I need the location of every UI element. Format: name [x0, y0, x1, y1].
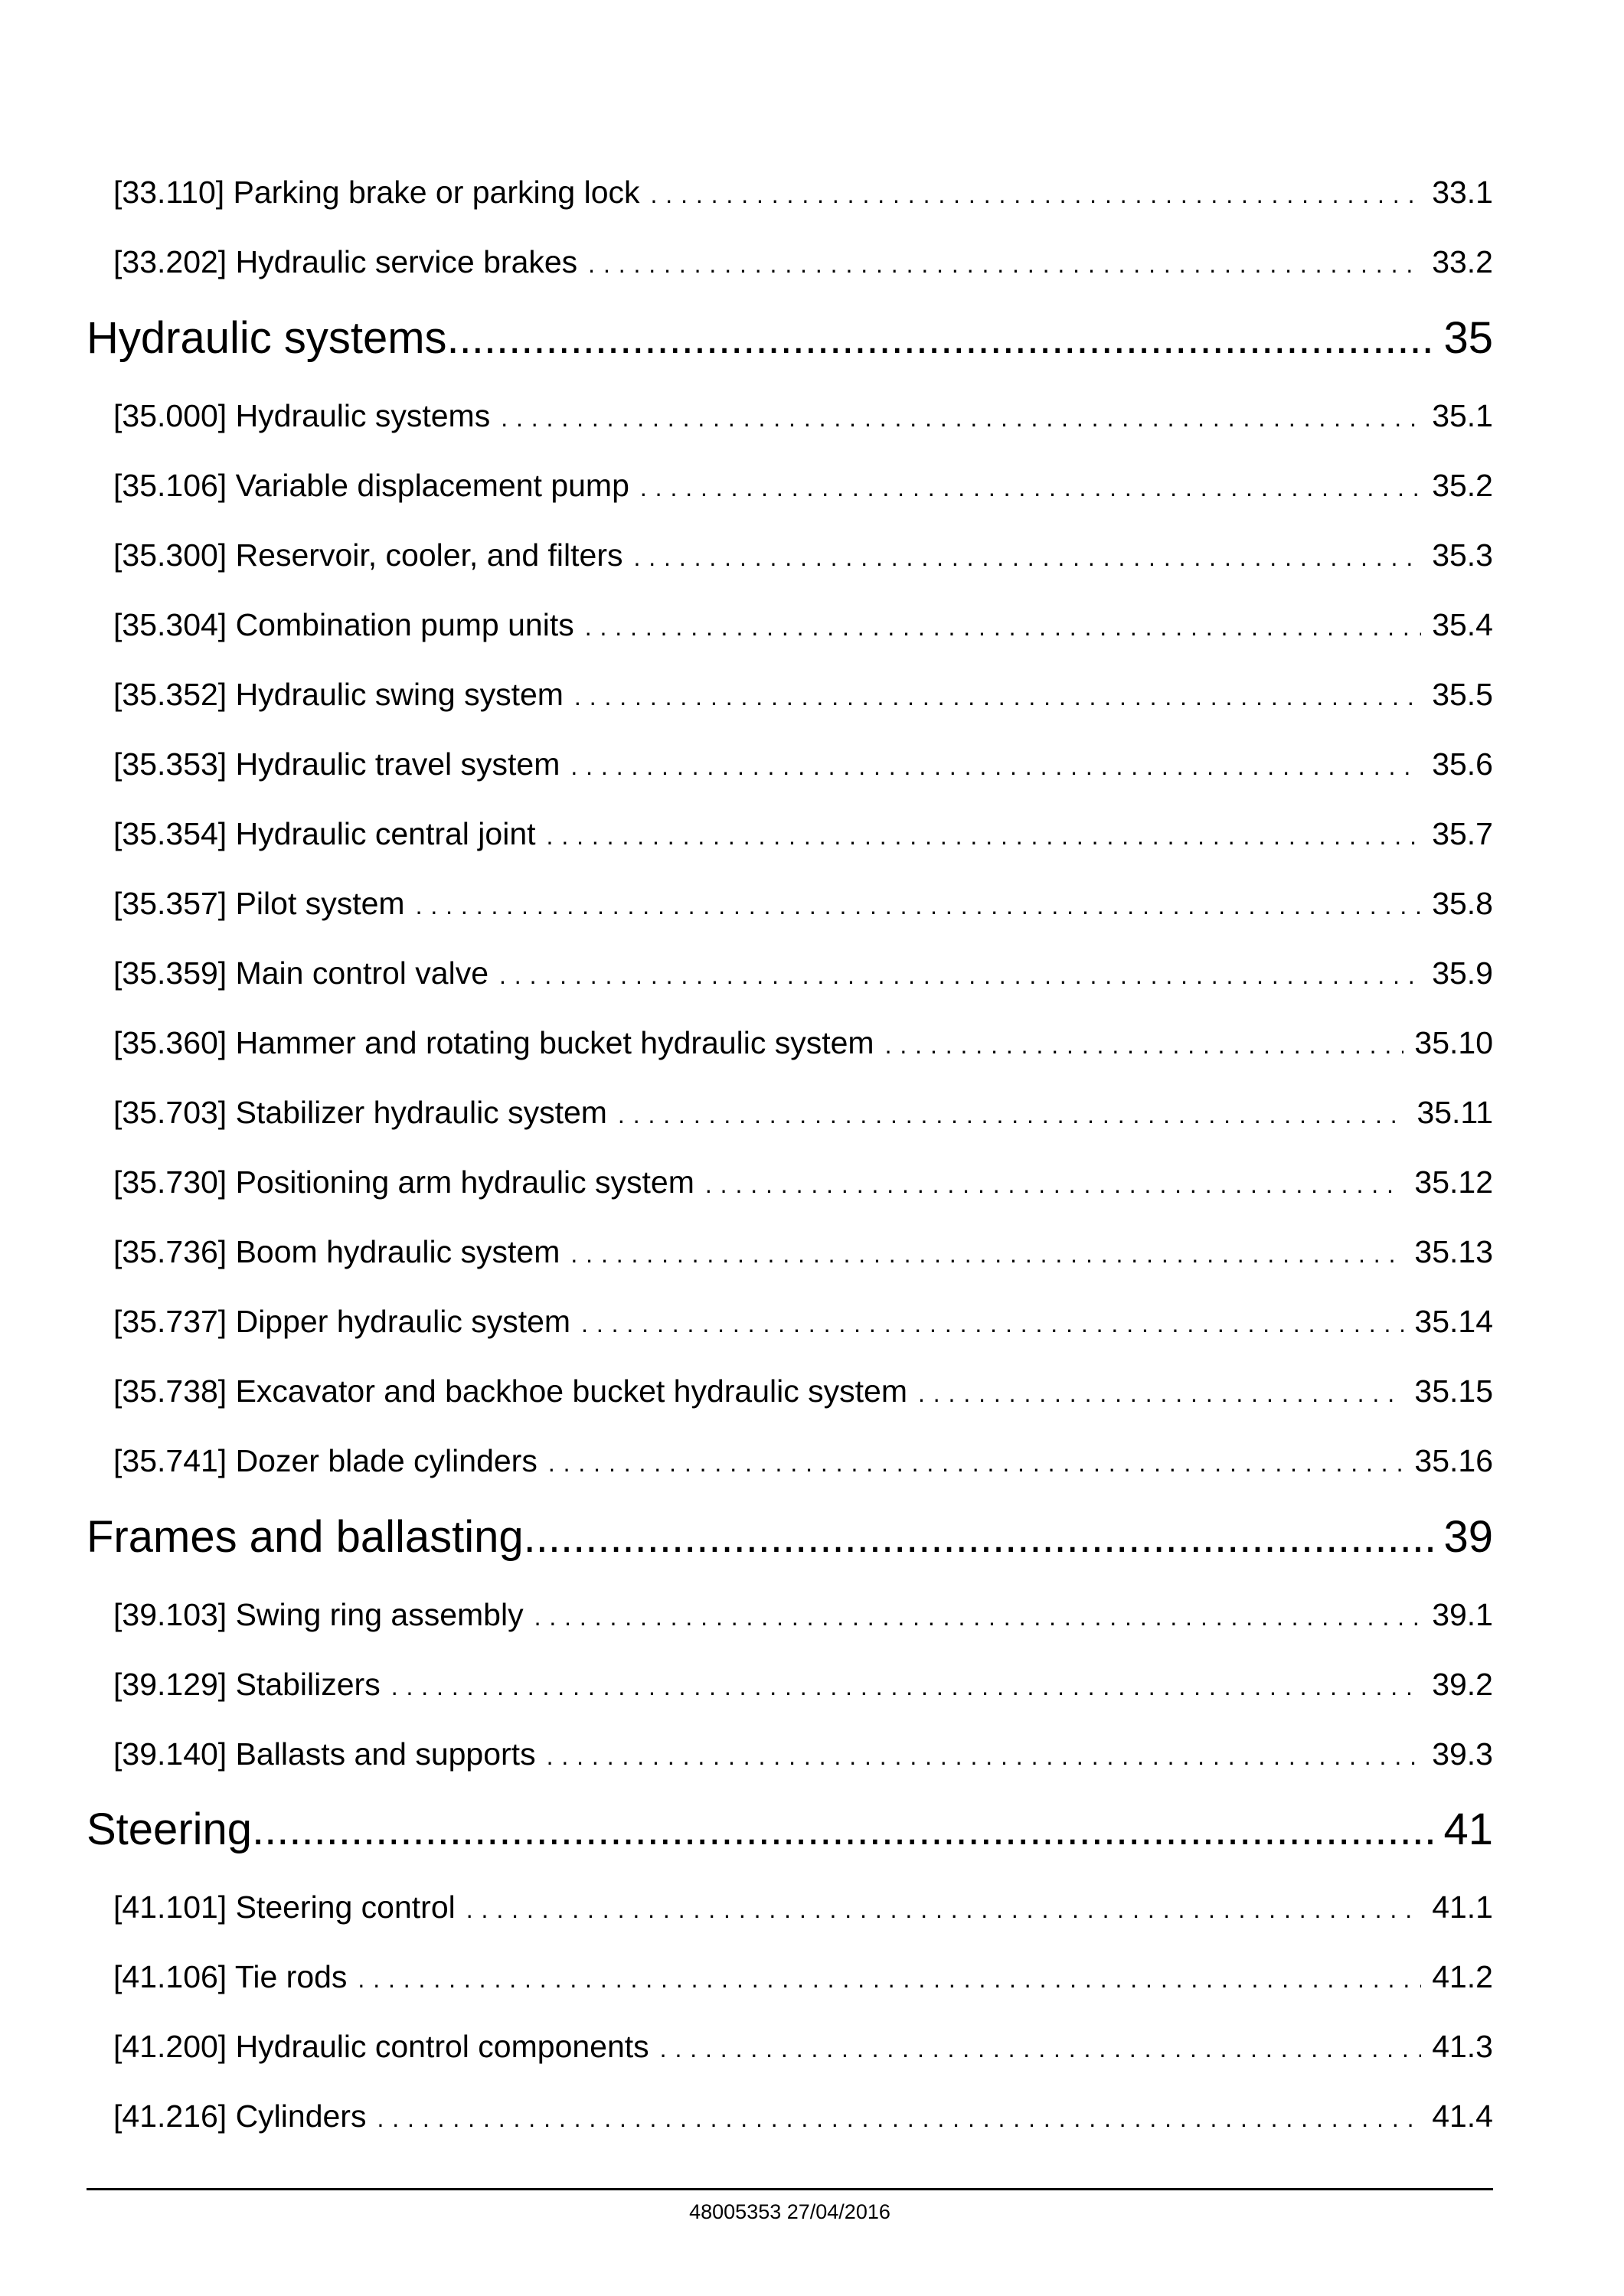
- dot-leader: [466, 1889, 1421, 1925]
- toc-entry[interactable]: [113, 1667, 1493, 1713]
- toc-section-heading[interactable]: [87, 1804, 1493, 1865]
- toc-entry-page: 35.10: [1414, 1025, 1493, 1060]
- toc-entry-page: 35.6: [1432, 746, 1493, 782]
- toc-entry[interactable]: [113, 537, 1493, 583]
- dot-leader: [570, 746, 1421, 782]
- dot-leader: [447, 312, 1436, 364]
- dot-leader: [547, 816, 1422, 852]
- toc-entry-page: 35.3: [1432, 537, 1493, 573]
- toc-entry-page: 35.2: [1432, 468, 1493, 503]
- dot-leader: [581, 1304, 1403, 1340]
- toc-section-page: 35: [1443, 313, 1493, 363]
- dot-leader: [358, 1959, 1421, 1995]
- toc-entry[interactable]: [113, 2029, 1493, 2075]
- footer-divider: [87, 2188, 1493, 2190]
- toc-entry-page: 35.13: [1414, 1234, 1493, 1269]
- toc-entry-page: 35.12: [1414, 1164, 1493, 1200]
- toc-entry-label: [41.106] Tie rods: [113, 1959, 348, 1994]
- toc-entry-label: [35.106] Variable displacement pump: [113, 468, 629, 503]
- toc-entry[interactable]: [113, 1025, 1493, 1071]
- dot-leader: [640, 468, 1421, 504]
- toc-entry[interactable]: [113, 2098, 1493, 2144]
- toc-entry[interactable]: [113, 886, 1493, 932]
- toc-section-heading[interactable]: [87, 1511, 1493, 1573]
- toc-entry-page: 41.2: [1432, 1959, 1493, 1994]
- toc-entry-page: 35.16: [1414, 1443, 1493, 1478]
- toc-entry[interactable]: [113, 1304, 1493, 1350]
- toc-entry-label: [35.353] Hydraulic travel system: [113, 746, 560, 782]
- toc-entry-label: [35.741] Dozer blade cylinders: [113, 1443, 538, 1478]
- toc-entry-page: 35.4: [1432, 607, 1493, 642]
- toc-section-heading[interactable]: [87, 312, 1493, 374]
- toc-entry[interactable]: [113, 746, 1493, 792]
- dot-leader: [651, 175, 1422, 211]
- toc-entry-label: [35.737] Dipper hydraulic system: [113, 1304, 571, 1339]
- toc-entry[interactable]: [113, 398, 1493, 444]
- toc-entry[interactable]: [113, 1597, 1493, 1643]
- toc-entry-label: [35.730] Positioning arm hydraulic system: [113, 1164, 694, 1200]
- dot-leader: [416, 886, 1422, 922]
- toc-entry[interactable]: [113, 468, 1493, 514]
- dot-leader: [918, 1373, 1403, 1409]
- toc-entry-label: [33.202] Hydraulic service brakes: [113, 244, 578, 279]
- toc-section-label: Hydraulic systems: [87, 313, 447, 363]
- toc-entry-label: [35.354] Hydraulic central joint: [113, 816, 536, 851]
- toc-section-page: 41: [1443, 1804, 1493, 1854]
- toc-entry-label: [35.359] Main control valve: [113, 955, 489, 991]
- dot-leader: [499, 955, 1421, 991]
- toc-entry-label: [33.110] Parking brake or parking lock: [113, 175, 640, 210]
- dot-leader: [524, 1511, 1436, 1563]
- toc-entry[interactable]: [113, 1443, 1493, 1489]
- dot-leader: [377, 2098, 1421, 2134]
- toc-entry[interactable]: [113, 816, 1493, 862]
- dot-leader: [570, 1234, 1403, 1270]
- dot-leader: [574, 677, 1421, 713]
- toc-entry[interactable]: [113, 1164, 1493, 1210]
- toc-entry-page: 39.2: [1432, 1667, 1493, 1702]
- dot-leader: [585, 607, 1421, 643]
- toc-entry-label: [39.129] Stabilizers: [113, 1667, 381, 1702]
- toc-entry[interactable]: [113, 1959, 1493, 2005]
- dot-leader: [547, 1736, 1422, 1772]
- toc-entry-page: 35.8: [1432, 886, 1493, 921]
- toc-entry[interactable]: [113, 955, 1493, 1001]
- toc-section-page: 39: [1443, 1512, 1493, 1562]
- dot-leader: [252, 1804, 1436, 1855]
- toc-entry-page: 33.1: [1432, 175, 1493, 210]
- dot-leader: [705, 1164, 1404, 1200]
- dot-leader: [660, 2029, 1422, 2065]
- toc-entry-label: [35.300] Reservoir, cooler, and filters: [113, 537, 623, 573]
- toc-entry[interactable]: [113, 1373, 1493, 1419]
- toc-entry[interactable]: [113, 1889, 1493, 1935]
- toc-entry-label: [41.216] Cylinders: [113, 2098, 367, 2134]
- toc-entry[interactable]: [113, 244, 1493, 290]
- toc-entry-page: 33.2: [1432, 244, 1493, 279]
- toc-entry-page: 39.3: [1432, 1736, 1493, 1772]
- dot-leader: [534, 1597, 1422, 1633]
- toc-entry-page: 35.7: [1432, 816, 1493, 851]
- toc-entry-page: 41.3: [1432, 2029, 1493, 2064]
- toc-entry-page: 35.11: [1417, 1095, 1493, 1130]
- toc-entry-page: 35.15: [1414, 1373, 1493, 1409]
- toc-entry-label: [35.357] Pilot system: [113, 886, 405, 921]
- toc-entry-label: [41.101] Steering control: [113, 1889, 456, 1925]
- toc-entry-label: [35.304] Combination pump units: [113, 607, 574, 642]
- dot-leader: [633, 537, 1421, 573]
- toc-entry-page: 41.1: [1432, 1889, 1493, 1925]
- toc-entry-label: [35.736] Boom hydraulic system: [113, 1234, 560, 1269]
- toc-entry-label: [35.000] Hydraulic systems: [113, 398, 491, 433]
- toc-entry[interactable]: [113, 1736, 1493, 1782]
- dot-leader: [501, 398, 1421, 434]
- toc-entry-label: [35.738] Excavator and backhoe bucket hydraulic system: [113, 1373, 907, 1409]
- toc-entry-label: [39.140] Ballasts and supports: [113, 1736, 536, 1772]
- toc-entry-page: 35.14: [1414, 1304, 1493, 1339]
- dot-leader: [885, 1025, 1404, 1061]
- dot-leader: [588, 244, 1421, 280]
- dot-leader: [391, 1667, 1421, 1703]
- toc-entry-label: [35.352] Hydraulic swing system: [113, 677, 564, 712]
- toc-entry-label: [35.703] Stabilizer hydraulic system: [113, 1095, 607, 1130]
- toc-entry-page: 41.4: [1432, 2098, 1493, 2134]
- toc-entry-page: 35.1: [1432, 398, 1493, 433]
- footer-document-id: 48005353 27/04/2016: [689, 2200, 890, 2223]
- toc-section-label: Frames and ballasting: [87, 1512, 524, 1562]
- toc-entry[interactable]: [113, 1234, 1493, 1280]
- toc-entry-page: 35.5: [1432, 677, 1493, 712]
- toc-entry-label: [35.360] Hammer and rotating bucket hydraulic system: [113, 1025, 874, 1060]
- toc-entry[interactable]: [113, 607, 1493, 653]
- toc-entry-label: [41.200] Hydraulic control components: [113, 2029, 649, 2064]
- toc-entry-page: 39.1: [1432, 1597, 1493, 1632]
- toc-entry-page: 35.9: [1432, 955, 1493, 991]
- toc-section-label: Steering: [87, 1804, 253, 1854]
- dot-leader: [548, 1443, 1404, 1479]
- toc-entry[interactable]: [113, 677, 1493, 723]
- toc-entry-label: [39.103] Swing ring assembly: [113, 1597, 524, 1632]
- toc-entry[interactable]: [113, 175, 1493, 220]
- dot-leader: [618, 1095, 1407, 1131]
- toc-entry[interactable]: [113, 1095, 1493, 1141]
